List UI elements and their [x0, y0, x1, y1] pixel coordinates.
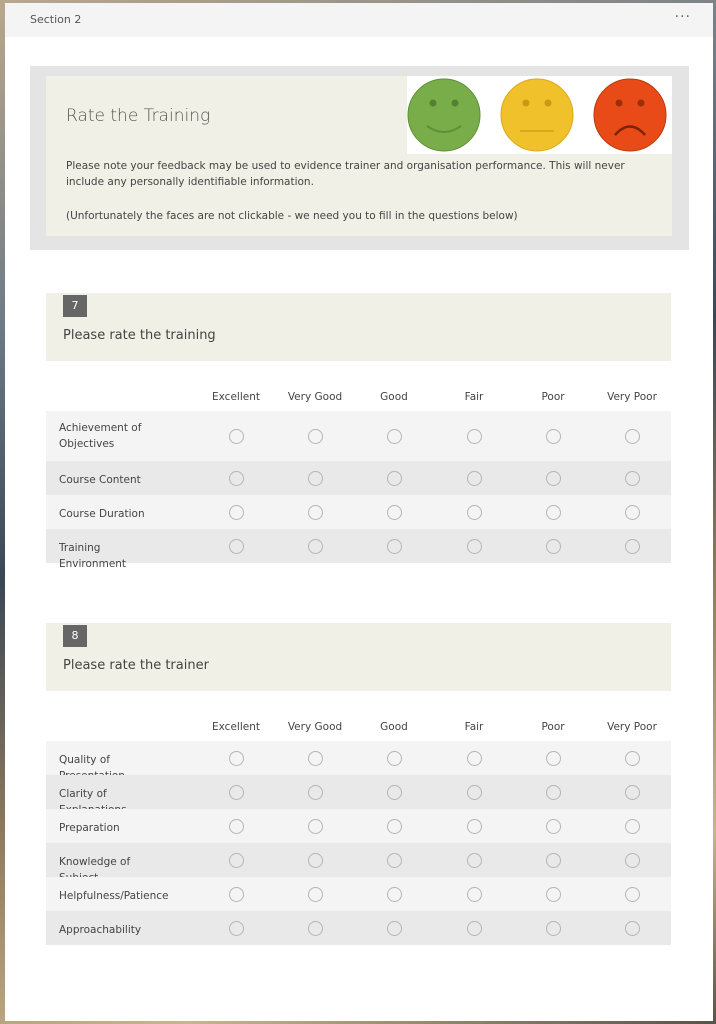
- column-header: Very Poor: [607, 721, 657, 733]
- rating-radio[interactable]: [229, 471, 244, 486]
- rating-radio[interactable]: [308, 785, 323, 800]
- matrix-row: [46, 877, 671, 911]
- rating-radio[interactable]: [467, 853, 482, 868]
- faces-image: [407, 76, 672, 154]
- rating-radio[interactable]: [229, 921, 244, 936]
- matrix-row: [46, 741, 671, 775]
- question-8-matrix: [46, 707, 671, 945]
- more-options-icon[interactable]: ···: [674, 9, 691, 25]
- row-label: Quality of: [59, 754, 110, 766]
- rating-radio[interactable]: [546, 785, 561, 800]
- rating-radio[interactable]: [387, 819, 402, 834]
- intro-title: Rate the Training: [66, 106, 211, 126]
- rating-radio[interactable]: [387, 429, 402, 444]
- matrix-row: [46, 461, 671, 495]
- row-label: Course Content: [59, 474, 141, 486]
- rating-radio[interactable]: [546, 921, 561, 936]
- intro-card-inner: [46, 76, 672, 236]
- rating-radio[interactable]: [229, 887, 244, 902]
- rating-radio[interactable]: [546, 471, 561, 486]
- rating-radio[interactable]: [467, 539, 482, 554]
- rating-radio[interactable]: [625, 819, 640, 834]
- rating-radio[interactable]: [308, 921, 323, 936]
- column-header: Excellent: [212, 391, 260, 403]
- rating-radio[interactable]: [546, 539, 561, 554]
- column-header: Excellent: [212, 721, 260, 733]
- intro-note-faces: (Unfortunately the faces are not clickable - we need you to fill in the questions below): [66, 210, 518, 222]
- matrix-row: [46, 529, 671, 570]
- rating-radio[interactable]: [308, 429, 323, 444]
- rating-radio[interactable]: [387, 505, 402, 520]
- row-label: Achievement of Objectives: [59, 422, 142, 450]
- question-title: Please rate the training: [63, 328, 216, 343]
- rating-radio[interactable]: [229, 853, 244, 868]
- rating-radio[interactable]: [546, 429, 561, 444]
- rating-radio[interactable]: [625, 887, 640, 902]
- rating-radio[interactable]: [308, 539, 323, 554]
- question-7-matrix: [46, 377, 671, 570]
- rating-radio[interactable]: [229, 785, 244, 800]
- rating-radio[interactable]: [308, 819, 323, 834]
- rating-radio[interactable]: [546, 819, 561, 834]
- rating-radio[interactable]: [387, 751, 402, 766]
- question-7-card: [46, 293, 671, 361]
- rating-radio[interactable]: [625, 505, 640, 520]
- matrix-row: [46, 411, 671, 461]
- neutral-face-icon: [500, 78, 574, 152]
- rating-radio[interactable]: [546, 505, 561, 520]
- rating-radio[interactable]: [546, 853, 561, 868]
- question-title: Please rate the trainer: [63, 658, 209, 673]
- matrix-row: [46, 809, 671, 843]
- rating-radio[interactable]: [308, 751, 323, 766]
- column-header: Good: [380, 721, 408, 733]
- rating-radio[interactable]: [467, 471, 482, 486]
- rating-radio[interactable]: [229, 819, 244, 834]
- rating-radio[interactable]: [625, 751, 640, 766]
- rating-radio[interactable]: [308, 853, 323, 868]
- section-header: [5, 3, 713, 37]
- row-label: Course Duration: [59, 508, 145, 520]
- rating-radio[interactable]: [546, 751, 561, 766]
- column-header: Fair: [464, 721, 484, 733]
- sad-face-icon: [593, 78, 667, 152]
- happy-face-icon: [407, 78, 481, 152]
- row-label: Clarity of: [59, 788, 107, 800]
- matrix-header: [46, 707, 671, 741]
- rating-radio[interactable]: [625, 429, 640, 444]
- row-label: Preparation: [59, 822, 120, 834]
- sad-face-fill: [594, 79, 666, 151]
- question-number: 8: [63, 625, 87, 647]
- rating-radio[interactable]: [467, 887, 482, 902]
- rating-radio[interactable]: [625, 853, 640, 868]
- column-header: Very Good: [287, 391, 343, 403]
- rating-radio[interactable]: [229, 505, 244, 520]
- matrix-row: [46, 911, 671, 945]
- matrix-header: [46, 377, 671, 411]
- column-header: Poor: [541, 391, 565, 403]
- neutral-face-fill: [501, 79, 573, 151]
- rating-radio[interactable]: [229, 429, 244, 444]
- rating-radio[interactable]: [229, 751, 244, 766]
- row-label: Approachability: [59, 924, 142, 936]
- column-header: Good: [380, 391, 408, 403]
- rating-radio[interactable]: [467, 921, 482, 936]
- form-panel: [5, 3, 713, 1021]
- rating-radio[interactable]: [387, 853, 402, 868]
- section-title: Section 2: [30, 13, 82, 26]
- intro-note: Please note your feedback may be used to evidence trainer and organisation performance. This will never include any personally identifiable information.: [66, 160, 625, 188]
- rating-radio[interactable]: [308, 471, 323, 486]
- rating-radio[interactable]: [625, 539, 640, 554]
- rating-radio[interactable]: [308, 887, 323, 902]
- rating-radio[interactable]: [467, 785, 482, 800]
- rating-radio[interactable]: [229, 539, 244, 554]
- matrix-row: [46, 775, 671, 809]
- rating-radio[interactable]: [625, 921, 640, 936]
- rating-radio[interactable]: [467, 751, 482, 766]
- question-8-card: [46, 623, 671, 691]
- matrix-row: [46, 843, 671, 877]
- rating-radio[interactable]: [625, 785, 640, 800]
- rating-radio[interactable]: [467, 505, 482, 520]
- column-header: Fair: [464, 391, 484, 403]
- rating-radio[interactable]: [546, 887, 561, 902]
- row-label: Helpfulness/Patience: [59, 890, 169, 902]
- rating-radio[interactable]: [625, 471, 640, 486]
- row-label: Training Environment: [59, 542, 127, 570]
- rating-radio[interactable]: [467, 819, 482, 834]
- question-number: 7: [63, 295, 87, 317]
- column-header: Very Good: [287, 721, 343, 733]
- matrix-row: [46, 495, 671, 529]
- rating-radio[interactable]: [387, 887, 402, 902]
- rating-radio[interactable]: [308, 505, 323, 520]
- rating-radio[interactable]: [387, 471, 402, 486]
- column-header: Very Poor: [607, 391, 657, 403]
- rating-radio[interactable]: [387, 785, 402, 800]
- happy-face-fill: [408, 79, 480, 151]
- rating-radio[interactable]: [467, 429, 482, 444]
- rating-radio[interactable]: [387, 921, 402, 936]
- column-header: Poor: [541, 721, 565, 733]
- row-label: Knowledge of: [59, 856, 131, 868]
- intro-card: [30, 66, 689, 250]
- rating-radio[interactable]: [387, 539, 402, 554]
